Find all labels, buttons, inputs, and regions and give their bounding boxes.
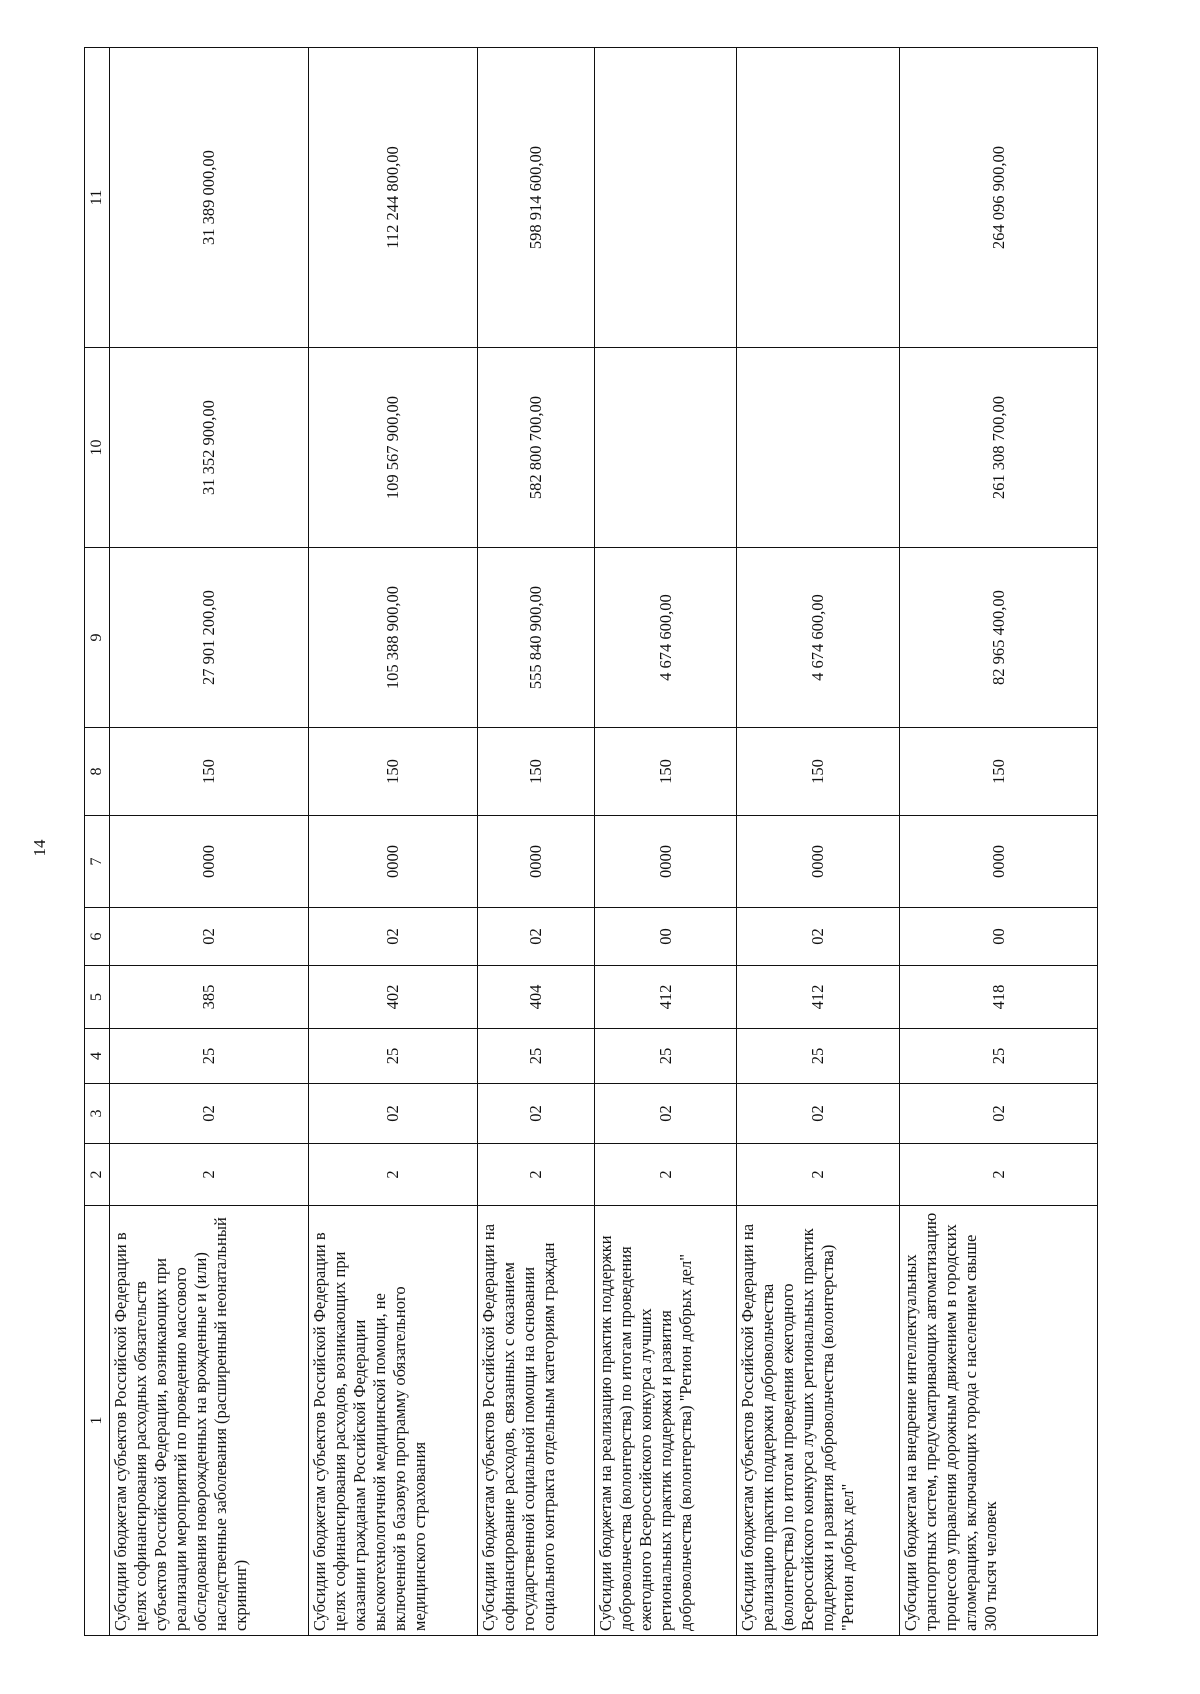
page-number: 14 [30, 839, 49, 857]
row-description-cell [900, 1206, 1098, 1636]
amount-cell-col-11: 31 389 000,00 [110, 48, 309, 348]
code-cell-col-8: 150 [900, 728, 1098, 816]
code-cell-col-3: 02 [900, 1084, 1098, 1144]
code-cell-col-4: 25 [478, 1029, 595, 1084]
amount-cell-col-10 [737, 348, 900, 548]
code-cell-col-6: 02 [110, 908, 309, 966]
code-cell-col-2: 2 [595, 1144, 737, 1206]
code-cell-col-3: 02 [595, 1084, 737, 1144]
table-row [309, 48, 478, 1636]
budget-table [84, 47, 1098, 1636]
code-cell-col-6: 02 [737, 908, 900, 966]
row-description-cell [737, 1206, 900, 1636]
code-cell-col-5: 404 [478, 966, 595, 1029]
amount-cell-col-11: 598 914 600,00 [478, 48, 595, 348]
row-description-cell [110, 1206, 309, 1636]
amount-cell-col-10: 261 308 700,00 [900, 348, 1098, 548]
code-cell-col-7: 0000 [309, 816, 478, 908]
table-row [900, 48, 1098, 1636]
code-cell-col-7: 0000 [595, 816, 737, 908]
code-cell-col-5: 385 [110, 966, 309, 1029]
row-description-cell [478, 1206, 595, 1636]
code-cell-col-3: 02 [309, 1084, 478, 1144]
table-row [478, 48, 595, 1636]
code-cell-col-2: 2 [309, 1144, 478, 1206]
amount-cell-col-9: 555 840 900,00 [478, 548, 595, 728]
code-cell-col-3: 02 [478, 1084, 595, 1144]
code-cell-col-8: 150 [478, 728, 595, 816]
column-header: 1 [85, 1206, 110, 1636]
row-description: Субсидии бюджетам на внедрение интеллектуальных транспортных систем, предусматривающих автоматизацию процессов управления дорожным движением в городских агломерациях, включающих города с населением свыше 300 тысяч человек [901, 1212, 1000, 1631]
column-header: 2 [85, 1144, 110, 1206]
code-cell-col-6: 02 [309, 908, 478, 966]
code-cell-col-5: 412 [737, 966, 900, 1029]
column-header: 10 [85, 348, 110, 548]
column-header: 5 [85, 966, 110, 1029]
amount-cell-col-11: 264 096 900,00 [900, 48, 1098, 348]
code-cell-col-8: 150 [309, 728, 478, 816]
code-cell-col-4: 25 [737, 1029, 900, 1084]
row-description: Субсидии бюджетам субъектов Российской Федерации на софинансирование расходов, связанных с оказанием государственной социальной помощи на основании социального контракта отдельным категориям граждан [479, 1223, 558, 1631]
amount-cell-col-11: 112 244 800,00 [309, 48, 478, 348]
row-description: Субсидии бюджетам субъектов Российской Федерации на реализацию практик поддержки добровольчества (волонтерства) по итогам проведения ежегодного Всероссийского конкурса лучших региональных практик поддержки и развития добровольчества (волонтерства) "Регион добрых дел" [738, 1223, 857, 1631]
row-description: Субсидии бюджетам субъектов Российской Федерации в целях софинансирования расходных обязательств субъектов Российской Федерации, возникающих при реализации мероприятий по проведению массового обследования новорожденных на врожденные и (или) наследственные заболевания (расширенный неонатальный скрининг) [111, 1217, 250, 1631]
code-cell-col-7: 0000 [478, 816, 595, 908]
code-cell-col-3: 02 [110, 1084, 309, 1144]
amount-cell-col-9: 27 901 200,00 [110, 548, 309, 728]
code-cell-col-4: 25 [595, 1029, 737, 1084]
code-cell-col-6: 00 [900, 908, 1098, 966]
code-cell-col-4: 25 [309, 1029, 478, 1084]
code-cell-col-8: 150 [110, 728, 309, 816]
amount-cell-col-9: 82 965 400,00 [900, 548, 1098, 728]
column-header: 8 [85, 728, 110, 816]
amount-cell-col-9: 4 674 600,00 [737, 548, 900, 728]
code-cell-col-2: 2 [900, 1144, 1098, 1206]
amount-cell-col-10: 31 352 900,00 [110, 348, 309, 548]
column-header: 6 [85, 908, 110, 966]
column-header: 3 [85, 1084, 110, 1144]
code-cell-col-7: 0000 [737, 816, 900, 908]
row-description: Субсидии бюджетам на реализацию практик поддержки добровольчества (волонтерства) по итогам проведения ежегодного Всероссийского конкурса лучших региональных практик поддержки и развития добровольчества (волонтерства) "Регион добрых дел" [596, 1235, 695, 1631]
row-description: Субсидии бюджетам субъектов Российской Федерации в целях софинансирования расходов, возникающих при оказании гражданам Российской Федерации высокотехнологичной медицинской помощи, не включенной в базовую программу обязательного медицинского страхования [310, 1232, 429, 1631]
code-cell-col-5: 402 [309, 966, 478, 1029]
row-description-cell [595, 1206, 737, 1636]
column-header: 4 [85, 1029, 110, 1084]
code-cell-col-7: 0000 [900, 816, 1098, 908]
code-cell-col-7: 0000 [110, 816, 309, 908]
code-cell-col-4: 25 [110, 1029, 309, 1084]
code-cell-col-3: 02 [737, 1084, 900, 1144]
code-cell-col-2: 2 [110, 1144, 309, 1206]
table-row [595, 48, 737, 1636]
header-row [85, 48, 110, 1636]
amount-cell-col-11 [737, 48, 900, 348]
code-cell-col-8: 150 [595, 728, 737, 816]
table-row [110, 48, 309, 1636]
amount-cell-col-9: 4 674 600,00 [595, 548, 737, 728]
budget-table-rotated [84, 48, 1096, 1636]
code-cell-col-2: 2 [478, 1144, 595, 1206]
row-description-cell [309, 1206, 478, 1636]
code-cell-col-5: 418 [900, 966, 1098, 1029]
amount-cell-col-10: 109 567 900,00 [309, 348, 478, 548]
column-header: 9 [85, 548, 110, 728]
column-header: 7 [85, 816, 110, 908]
amount-cell-col-11 [595, 48, 737, 348]
table-row [737, 48, 900, 1636]
amount-cell-col-9: 105 388 900,00 [309, 548, 478, 728]
code-cell-col-6: 00 [595, 908, 737, 966]
code-cell-col-4: 25 [900, 1029, 1098, 1084]
code-cell-col-6: 02 [478, 908, 595, 966]
code-cell-col-5: 412 [595, 966, 737, 1029]
code-cell-col-8: 150 [737, 728, 900, 816]
amount-cell-col-10 [595, 348, 737, 548]
amount-cell-col-10: 582 800 700,00 [478, 348, 595, 548]
code-cell-col-2: 2 [737, 1144, 900, 1206]
column-header: 11 [85, 48, 110, 348]
